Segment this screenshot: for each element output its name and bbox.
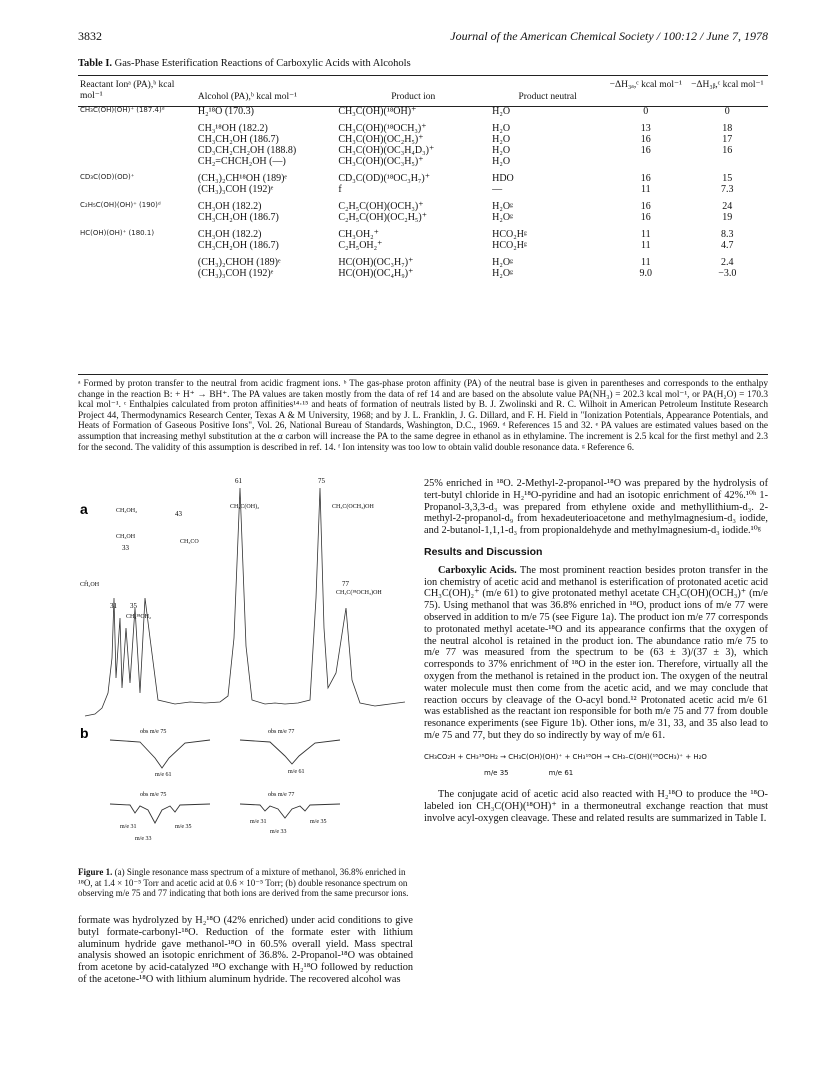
dr-m31-b: m/e 31 [250, 819, 267, 825]
reactant-cell: CH₃C(OH)(OH)⁺ (187.4)ᵈ [80, 106, 165, 114]
peak-label-31: 31 [110, 602, 117, 610]
dr-m61-top-a: m/e 61 [155, 772, 172, 778]
col-header: −ΔH₃ᵦ,ᶜ kcal mol⁻¹ [691, 80, 764, 90]
table-cell: C₂H₅OH₂⁺ [338, 240, 383, 251]
dr-obs-75-bot: obs m/e 75 [140, 792, 167, 798]
table-cell: (CH₃)₃COH (192)ᵉ [197, 268, 274, 279]
col-header: Product ion [391, 92, 436, 102]
table-cell: 16 [640, 173, 651, 184]
dr-obs-77-bot: obs m/e 77 [268, 792, 295, 798]
reactant-cell: CD₃C(OD)(OD)⁺ [80, 173, 135, 181]
peak-label-75: 75 [318, 478, 325, 485]
table-cell: 17 [722, 134, 733, 145]
panel-a-label: a [80, 501, 88, 517]
table-cell: HC(OH)(OC₃H₇)⁺ [338, 257, 414, 268]
col-header: Product neutral [518, 92, 577, 102]
table-cell: CH₃C(OH)(¹⁸OCH₃)⁺ [338, 123, 427, 134]
table-cell: CD₃C(OD)(¹⁸OC₃H₇)⁺ [338, 173, 431, 184]
table-cell: CH₃¹⁸OH (182.2) [197, 123, 268, 134]
table-cell: H₂Oᵍ [492, 212, 514, 223]
reactant-cell [78, 268, 196, 279]
paragraph: formate was hydrolyzed by H₂¹⁸O (42% enriched) under acid conditions to give butyl formate-carbonyl-¹⁸O. Reduction of the formate ester with lithium aluminum hydride gave methanol-¹⁸O in 60.5% overall yield. Mass spectral analysis showed an isotopic enrichment of 36.8%. 2-Propanol-¹⁸O was obtained from acetone by acid-catalyzed ¹⁸O exchange with H₂¹⁸O followed by reduction of the acetone-¹⁸O with lithium aluminum hydride. The recovered alcohol was [78, 915, 413, 985]
dr-m35-a: m/e 35 [175, 824, 192, 830]
table-cell: 0 [724, 106, 730, 117]
table-cell [687, 156, 768, 167]
figure-caption-text: (a) Single resonance mass spectrum of a mixture of methanol, 36.8% enriched in ¹⁸O, at 1.4 × 10⁻⁵ Torr and acetic acid at 0.6 × 10⁻⁵ Torr; (b) double resonance spectrum on observing m/e 75 and 77 indicating that both ions are derived from the same precursor ions. [78, 867, 409, 898]
table-cell: CH₃C(OH)(¹⁸OH)⁺ [338, 106, 417, 117]
reactant-cell [78, 156, 196, 167]
table-cell: H₂O [492, 106, 511, 117]
table-cell: H₂Oᵍ [492, 268, 514, 279]
reactant-cell [78, 240, 196, 251]
table-cell: CD₃CH₂CH₂OH (188.8) [197, 145, 297, 156]
ion-methyl-acetate-18o: CH₃C(¹⁸OCH₃)OH [336, 590, 382, 596]
dr-obs-77-top: obs m/e 77 [268, 729, 295, 735]
dr-m31-a: m/e 31 [120, 824, 137, 830]
table-row [78, 212, 768, 223]
table-cell: HCO₂Hᵍ [492, 229, 527, 240]
dr-trace-75-top [110, 740, 210, 768]
dr-m61-top-b: m/e 61 [288, 769, 305, 775]
peak-label-43: 43 [175, 510, 182, 518]
figure-1 [80, 478, 410, 868]
table-row [78, 145, 768, 156]
esterification-table [78, 80, 768, 279]
table-cell: (CH₃)₃COH (192)ᵉ [197, 184, 274, 195]
reactant-cell: HC(OH)(OH)⁺ (180.1) [80, 229, 155, 237]
ion-protonated-acetic: CH₃C(OH)₂ [230, 504, 260, 510]
table-cell: CH₃CH₂OH (186.7) [197, 240, 279, 251]
table-cell: H₂Oᵍ [492, 257, 514, 268]
paragraph: 25% enriched in ¹⁸O. 2-Methyl-2-propanol-¹⁸O was prepared by the hydrolysis of tert-butyl chloride in H₂¹⁸O-pyridine and had an isotopic enrichment of 42%.¹⁰ʰ 1-Propanol-3,3,3-d₃ was prepared from ethylene oxide and methyllithium-d₃. 2-methyl-2-propanol-d₉ from hexadeuterioacetone and methylmagnesium-d₃ iodide, and 2-butanol-1,1,1-d₃ from propionaldehyde and methylmagnesium-d₃ iodide.¹⁰ᵍ [424, 478, 768, 537]
table-row [78, 257, 768, 268]
reactant-cell [78, 145, 196, 156]
table-cell: CH₃OH (182.2) [197, 201, 262, 212]
table-cell: H₂¹⁸O (170.3) [197, 106, 254, 117]
table-cell: C₂H₅C(OH)(OCH₃)⁺ [338, 201, 424, 212]
paragraph-heading: Carboxylic Acids. [438, 564, 517, 576]
left-column-text [78, 915, 413, 986]
table-cell: CH₂=CHCH₂OH (—) [197, 156, 286, 167]
col-header: Reactant Ionᵃ (PA),ᵇ kcal mol⁻¹ [80, 80, 175, 101]
table-header-row [78, 80, 768, 106]
table-cell: HC(OH)(OC₄H₉)⁺ [338, 268, 414, 279]
table-cell: HDO [492, 173, 514, 184]
reactant-cell [78, 184, 196, 195]
table-row [78, 229, 768, 240]
table-cell [605, 156, 686, 167]
table-cell: H₂O [492, 156, 511, 167]
table-cell: 15 [722, 173, 733, 184]
peak-label-33: 33 [122, 544, 129, 552]
table-cell: 11 [640, 240, 651, 251]
table-top-rule [78, 75, 768, 76]
table-cell: CH₃OH₂⁺ [338, 229, 379, 240]
table-cell: 11 [640, 184, 651, 195]
paragraph: The conjugate acid of acetic acid also reacted with H₂¹⁸O to produce the ¹⁸O-labeled ion CH₃C(OH)(¹⁸OH)⁺ in a thermoneutral exchange reaction that must involve acyl-oxygen cleavage. These and related results are summarized in Table I. [424, 789, 768, 824]
table-cell: 8.3 [721, 229, 734, 240]
table-cell: 16 [640, 145, 651, 156]
panel-b-label: b [80, 725, 89, 741]
ion-ch3-18oh2: CH₃¹⁸OH₂ [126, 614, 152, 620]
paragraph [424, 565, 768, 742]
table-cell: CH₃C(OH)(OC₂H₅)⁺ [338, 134, 424, 145]
reactant-cell [78, 212, 196, 223]
journal-citation: Journal of the American Chemical Society / 100:12 / June 7, 1978 [450, 29, 768, 43]
dr-trace-77-top [240, 740, 340, 764]
table-cell: f [338, 184, 342, 195]
ion-ch2oh: CĤ₂OH [80, 582, 100, 588]
table-cell: 9.0 [639, 268, 653, 279]
table-cell: 19 [722, 212, 733, 223]
table-cell: 11 [640, 257, 651, 268]
table-row [78, 173, 768, 184]
table-cell: — [492, 184, 503, 195]
table-cell: 16 [640, 212, 651, 223]
table-cell: H₂O [492, 123, 511, 134]
table-cell: H₂O [492, 145, 511, 156]
ion-methyl-acetate: CH₃C(OCH₃)OH [332, 504, 374, 510]
table-cell: 24 [722, 201, 733, 212]
table-cell: 0 [643, 106, 649, 117]
table-cell: CH₃C(OH)(OC₃H₅)⁺ [338, 156, 424, 167]
col-header: Alcohol (PA),ᵇ kcal mol⁻¹ [197, 92, 298, 102]
table-cell: 18 [722, 123, 733, 134]
figure-caption [78, 867, 413, 899]
table-label: Table I. [78, 58, 113, 69]
table-cell: (CH₃)₂CHOH (189)ᵉ [197, 257, 281, 268]
reactant-cell [78, 257, 196, 268]
peak-label-61: 61 [235, 478, 242, 485]
table-cell: −3.0 [718, 268, 737, 279]
table-row [78, 134, 768, 145]
table-cell: 16 [722, 145, 733, 156]
reactant-cell [78, 123, 196, 134]
dr-trace-75-bot [110, 804, 210, 823]
table-cell: 16 [640, 201, 651, 212]
table-cell: 4.7 [721, 240, 734, 251]
table-cell: H₂O [492, 134, 511, 145]
table-row [78, 268, 768, 279]
page-number: 3832 [78, 29, 102, 43]
table-bottom-rule [78, 374, 768, 375]
scheme-equation: CH₃CO₂H + CH₃¹⁸OH₂ → CH₃C(OH)(OH)⁺ + CH₃¹⁸OH → CH₃–C(OH)(¹⁸OCH₃)⁺ + H₂O [424, 752, 707, 761]
ion-ch3co: CH₃CO [180, 539, 199, 545]
table-row [78, 184, 768, 195]
table-cell: 13 [640, 123, 651, 134]
table-footnotes: ᵃ Formed by proton transfer to the neutral from acidic fragment ions. ᵇ The gas-phase proton affinity (PA) of the neutral base is given in parentheses and corresponds to the enthalpy change in the reaction B: + H⁺ → BH⁺. The PA values are taken mostly from the data of ref 14 and are based on the absolute value PA(NH₃) = 202.3 kcal mol⁻¹, or PA(H₂O) = 170.3 kcal mol⁻¹. ᶜ Enthalpies calculated from proton affinities¹⁴·¹⁵ and heats of formation of neutrals listed by B. J. Zwolinski and R. C. Wilhoit in American Petroleum Institute Research Project 44, Thermodynamics Research Center, Texas A & M University, 1968; and by J. L. Franklin, J. G. Dillard, and F. H. Field in "Ionization Potentials, Appearance Potentials, and Heats of Formation of Gaseous Positive Ions", Vol. 26, National Bureau of Standards, Washington, D.C., 1969. ᵈ References 15 and 32. ᵉ PA values are estimated values based on the assumption that increasing methyl substitution at the α carbon will increase the PA to the same degree in ethanol as in ethylamine. The increment is 2.5 kcal for the first methyl and 2.3 for the second. The validity of this assumption is described in ref. 14. ᶠ Ion intensity was too low to obtain valid double resonance data. ᵍ Reference 6. [78, 379, 768, 453]
dr-obs-75-top: obs m/e 75 [140, 729, 167, 735]
table-cell: HCO₂Hᵍ [492, 240, 527, 251]
dr-m35-b: m/e 35 [310, 819, 327, 825]
table-cell: 16 [640, 134, 651, 145]
table-row [78, 106, 768, 117]
table-caption [78, 58, 411, 69]
right-column-text [424, 478, 768, 825]
table-cell: CH₃CH₂OH (186.7) [197, 134, 279, 145]
reactant-cell [78, 134, 196, 145]
table-row [78, 156, 768, 167]
scheme-label: m/e 35 [484, 768, 509, 777]
dr-m33-b: m/e 33 [270, 829, 287, 835]
paragraph-body: The most prominent reaction besides proton transfer in the ion chemistry of acetic acid and methanol is esterification of protonated acetic acid CH₃C(OH)₂⁺ (m/e 61) to give protonated methyl acetate CH₃C(OH)(OCH₃)⁺ (m/e 75). Using methanol that was 36.8% enriched in ¹⁸O, product ions of m/e 77 were observed in addition to m/e 75 (see Figure 1a). The product ion m/e 77 corresponds to protonated methyl acetate-¹⁸O and its appearance confirms that the oxygen of the neutral alcohol is retained in the product ion. The abundance ratio m/e 75 to m/e 77 was measured from the spectrum to be (63 ± 3)/(37 ± 3), which corresponds to 37% enrichment of ¹⁸O in the ester ion. Therefore, virtually all the oxygen from the methanol is retained in the product ion. The oxygen of the neutral water molecule must then come from the acetic acid, and we may conclude that reaction occurs by cleavage of the O-acyl bond.¹² Protonated acetic acid m/e 61 was established as the reactant ion responsible for both m/e 75 and 77 from double resonance experiments (see Figure 1b). Other ions, m/e 31, 33, and 35 also lead to m/e 75 and 77, but they do so indirectly by way of m/e 61. [424, 564, 768, 741]
table-cell: CH₃C(OH)(OC₃H₄D₃)⁺ [338, 145, 435, 156]
table-cell: CH₃OH (182.2) [197, 229, 262, 240]
ion-ch3oh2: CH₃OH₂ [116, 508, 138, 514]
scheme-label: m/e 61 [548, 768, 574, 777]
col-header: −ΔH₃ₐ,ᶜ kcal mol⁻¹ [609, 80, 682, 90]
section-heading: Results and Discussion [424, 545, 543, 558]
table-cell: CH₃CH₂OH (186.7) [197, 212, 279, 223]
dr-m33-a: m/e 33 [135, 836, 152, 842]
ion-ch3oh: CH₃OH [116, 534, 136, 540]
table-cell: (CH₃)₂CH¹⁸OH (189)ᵉ [197, 173, 287, 184]
reaction-scheme [424, 752, 768, 780]
table-title: Gas-Phase Esterification Reactions of Carboxylic Acids with Alcohols [114, 58, 411, 69]
table-cell: 11 [640, 229, 651, 240]
table-cell: C₂H₅C(OH)(OC₂H₅)⁺ [338, 212, 428, 223]
figure-label: Figure 1. [78, 867, 113, 877]
dr-trace-77-bot [240, 804, 340, 818]
reactant-cell: C₂H₅C(OH)(OH)⁺ (190)ᵈ [80, 201, 161, 209]
table-row [78, 240, 768, 251]
table-row [78, 201, 768, 212]
table-cell: 2.4 [721, 257, 734, 268]
peak-label-35: 35 [130, 602, 137, 610]
table-cell: 7.3 [721, 184, 734, 195]
table-cell: H₂Oᵍ [492, 201, 514, 212]
table-row [78, 123, 768, 134]
peak-label-77: 77 [342, 580, 349, 588]
